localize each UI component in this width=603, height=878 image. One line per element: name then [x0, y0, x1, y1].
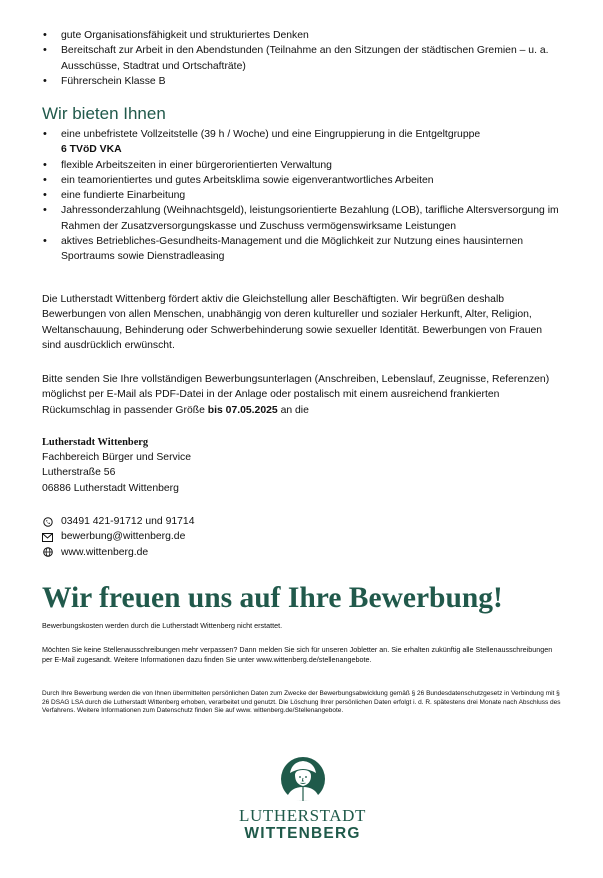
offer-list: [42, 127, 567, 265]
contact-block: [42, 514, 342, 560]
address-block: [42, 436, 342, 496]
logo-line-2: WITTENBERG: [244, 825, 361, 842]
list-item: [42, 127, 567, 158]
web-row: [42, 545, 342, 560]
luther-portrait-icon: [278, 756, 328, 802]
list-item: • Bereitschaft zur Arbeit in den Abendstunden (Teilnahme an den Sitzungen der städtischen Gremien – u. a. Ausschüsse, Stadtrat und Ortschafträte): [42, 43, 562, 74]
list-item: • eine fundierte Einarbeitung: [42, 188, 567, 203]
phone-icon: [42, 516, 53, 527]
address-city: 06886 Lutherstadt Wittenberg: [42, 482, 179, 494]
list-item: • flexible Arbeitszeiten in einer bürgerorientierten Verwaltung: [42, 158, 567, 173]
apply-paragraph: [42, 372, 554, 418]
costs-note: Bewerbungskosten werden durch die Lutherstadt Wittenberg nicht erstattet.: [42, 621, 283, 630]
closing-headline: Wir freuen uns auf Ihre Bewerbung!: [42, 582, 503, 614]
equality-paragraph: Die Lutherstadt Wittenberg fördert aktiv die Gleichstellung aller Beschäftigten. Wir begrüßen deshalb Bewerbungen von allen Menschen, unabhängig von deren kultureller und sozialer Herkunft, Alter, Religion, Weltanschauung, Behinderung oder Schwerbehinderung sowie sexueller Identität. Bewerbungen von Frauen sind ausdrücklich erwünscht.: [42, 294, 543, 352]
jobletter-note: Möchten Sie keine Stellenausschreibungen mehr verpassen? Dann melden Sie sich für unseren Jobletter an. Sie erhalten zukünftig alle Stellenausschreibungen per E-Mail zugesandt. Weitere Informationen dazu finden Sie unter www.wittenberg.de/stellenangebote.: [42, 645, 553, 664]
phone-row: [42, 514, 342, 529]
envelope-icon: [42, 532, 53, 543]
address-street: Lutherstraße 56: [42, 467, 116, 479]
deadline: bis 07.05.2025: [207, 404, 278, 416]
website-link[interactable]: www.wittenberg.de: [61, 546, 149, 558]
requirements-list: [42, 28, 562, 89]
pay-grade: 6 TVöD VKA: [61, 144, 122, 156]
address-org: Lutherstadt Wittenberg: [42, 437, 149, 448]
email-row: [42, 529, 342, 544]
list-item: • Jahressonderzahlung (Weihnachtsgeld), leistungsorientierte Bezahlung (LOB), tarifliche Altersversorgung im Rahmen der Zusatzversorgungskasse und Zuschuss vermögenswirksame Leistungen: [42, 203, 567, 234]
list-item: • aktives Betriebliches-Gesundheits-Management und die Möglichkeit zur Nutzung eines hausinternen Sportraums sowie Dienstradleasing: [42, 234, 567, 265]
offer-heading: Wir bieten Ihnen: [42, 104, 166, 123]
list-item: • Führerschein Klasse B: [42, 74, 562, 89]
logo-line-1: LUTHERSTADT: [238, 806, 367, 825]
list-item: • gute Organisationsfähigkeit und strukturiertes Denken: [42, 28, 562, 43]
apply-text: Bitte senden Sie Ihre vollständigen Bewerbungsunterlagen (Anschreiben, Lebenslauf, Zeugnisse, Referenzen) möglichst per E-Mail als PDF-Datei in der Anlage oder postalisch mit einem ausreichend frankierten Rückumschlag in passender Größe: [42, 374, 550, 416]
globe-icon: [42, 547, 53, 558]
apply-suffix: an die: [280, 404, 309, 416]
offer-item-text: eine unbefristete Vollzeitstelle (39 h / Woche) und eine Eingruppierung in die Entgeltgruppe: [61, 129, 481, 140]
list-item: • ein teamorientiertes und gutes Arbeitsklima sowie eigenverantwortliches Arbeiten: [42, 173, 567, 188]
email-link[interactable]: bewerbung@wittenberg.de: [61, 531, 186, 543]
city-logo: [230, 756, 375, 856]
address-dept: Fachbereich Bürger und Service: [42, 452, 192, 463]
privacy-note: Durch Ihre Bewerbung werden die von Ihnen übermittelten persönlichen Daten zum Zwecke der Bewerbungsabwicklung gemäß § 26 Bundesdatenschutzgesetz in Verbindung mit § 26 DSAG LSA durch die Lutherstadt Wittenberg erhoben, verarbeitet und genutzt. Die Löschung Ihrer persönlichen Daten erfolgt i. d. R. spätestens drei Monate nach Abschluss des Verfahrens. Weitere Informationen zum Datenschutz finden Sie auf www. wittenberg.de/Stellenangebote.: [42, 690, 561, 715]
phone-number[interactable]: 03491 421-91712 und 91714: [61, 516, 195, 527]
